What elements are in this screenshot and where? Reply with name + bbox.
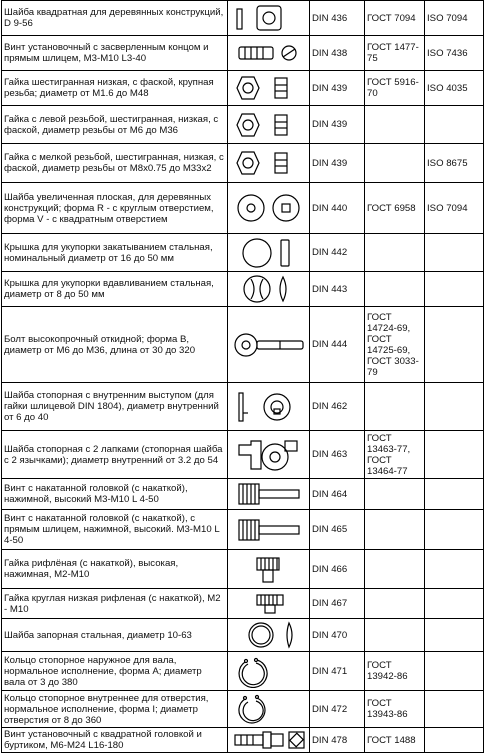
- gost-cell: [365, 144, 425, 183]
- din-cell: DIN 464: [310, 479, 365, 510]
- din-cell: DIN 438: [310, 36, 365, 71]
- iso-cell: [425, 272, 484, 307]
- table-row: [2, 272, 484, 307]
- gost-cell: ГОСТ 6958: [365, 183, 425, 234]
- iso-cell: [425, 234, 484, 272]
- table-row: [2, 307, 484, 383]
- internal-retaining-ring-icon: [228, 691, 310, 728]
- description-cell: Винт установочный с засверленным концом и прямым шлицем, М3-М10 L3-40: [2, 36, 228, 71]
- hex-nut-fine-thread-icon: [228, 144, 310, 183]
- knurled-thumb-screw-icon: [228, 479, 310, 510]
- gost-cell: [365, 479, 425, 510]
- iso-cell: [425, 479, 484, 510]
- description-cell: Гайка рифлёная (с накаткой), высокая, нажимная, М2-М10: [2, 550, 228, 589]
- table-row: [2, 691, 484, 728]
- description-cell: Крышка для укупорки вдавливанием стальная, диаметр от 8 до 50 мм: [2, 272, 228, 307]
- gost-cell: [365, 619, 425, 652]
- external-retaining-ring-icon: [228, 652, 310, 691]
- iso-cell: [425, 550, 484, 589]
- iso-cell: ISO 7094: [425, 1, 484, 36]
- gost-cell: ГОСТ 13463-77, ГОСТ 13464-77: [365, 431, 425, 479]
- gost-cell: [365, 383, 425, 431]
- gost-cell: ГОСТ 1488: [365, 728, 425, 753]
- knurled-high-nut-icon: [228, 550, 310, 589]
- table-row: [2, 652, 484, 691]
- table-row: [2, 431, 484, 479]
- eye-bolt-icon: [228, 307, 310, 383]
- iso-cell: ISO 4035: [425, 71, 484, 106]
- description-cell: Винт с накатанной головкой (с накаткой), нажимной, высокий М3-М10 L 4-50: [2, 479, 228, 510]
- iso-cell: [425, 619, 484, 652]
- description-cell: Гайка круглая низкая рифленая (с накаткой), М2 - М10: [2, 589, 228, 619]
- table-row: [2, 1, 484, 36]
- locking-washer-icon: [228, 619, 310, 652]
- table-row: [2, 479, 484, 510]
- description-cell: Шайба квадратная для деревянных конструкций, D 9-56: [2, 1, 228, 36]
- description-cell: Винт установочный с квадратной головкой и буртиком, М6-М24 L16-180: [2, 728, 228, 753]
- description-cell: Кольцо стопорное внутреннее для отверстия, нормальное исполнение, форма І; диаметр отверстия от 8 до 360: [2, 691, 228, 728]
- din-cell: DIN 436: [310, 1, 365, 36]
- din-cell: DIN 439: [310, 71, 365, 106]
- iso-cell: [425, 106, 484, 144]
- roll-on-cap-icon: [228, 234, 310, 272]
- iso-cell: [425, 728, 484, 753]
- din-cell: DIN 443: [310, 272, 365, 307]
- din-cell: DIN 466: [310, 550, 365, 589]
- iso-cell: ISO 8675: [425, 144, 484, 183]
- description-cell: Болт высокопрочный откидной; форма В, диаметр от М6 до М36, длина от 30 до 320: [2, 307, 228, 383]
- din-cell: DIN 442: [310, 234, 365, 272]
- gost-cell: ГОСТ 13943-86: [365, 691, 425, 728]
- hex-thin-nut-icon: [228, 71, 310, 106]
- gost-cell: [365, 272, 425, 307]
- table-row: [2, 234, 484, 272]
- table-row: [2, 36, 484, 71]
- din-cell: DIN 439: [310, 144, 365, 183]
- description-cell: Винт с накатанной головкой (с накаткой), с прямым шлицем, нажимной, высокий. М3-М10 L 4-50: [2, 510, 228, 550]
- din-cell: DIN 465: [310, 510, 365, 550]
- double-tab-washer-icon: [228, 431, 310, 479]
- table-row: [2, 550, 484, 589]
- din-cell: DIN 440: [310, 183, 365, 234]
- set-screw-drilled-end-icon: [228, 36, 310, 71]
- din-cell: DIN 444: [310, 307, 365, 383]
- standards-table: [1, 0, 484, 753]
- description-cell: Крышка для укупорки закатыванием стальная, номинальный диаметр от 16 до 50 мм: [2, 234, 228, 272]
- knurled-thin-nut-icon: [228, 589, 310, 619]
- description-cell: Гайка шестигранная низкая, с фаской, крупная резьба; диаметр от М1.6 до М48: [2, 71, 228, 106]
- gost-cell: ГОСТ 1477-75: [365, 36, 425, 71]
- din-cell: DIN 439: [310, 106, 365, 144]
- table-row: [2, 106, 484, 144]
- square-washer-icon: [228, 1, 310, 36]
- table-row: [2, 383, 484, 431]
- large-flat-washer-icon: [228, 183, 310, 234]
- gost-cell: [365, 550, 425, 589]
- iso-cell: [425, 589, 484, 619]
- din-cell: DIN 470: [310, 619, 365, 652]
- table-row: [2, 728, 484, 753]
- iso-cell: [425, 431, 484, 479]
- din-cell: DIN 478: [310, 728, 365, 753]
- din-cell: DIN 471: [310, 652, 365, 691]
- table-row: [2, 510, 484, 550]
- table-row: [2, 183, 484, 234]
- iso-cell: ISO 7436: [425, 36, 484, 71]
- din-cell: DIN 463: [310, 431, 365, 479]
- gost-cell: [365, 589, 425, 619]
- press-in-cap-icon: [228, 272, 310, 307]
- description-cell: Шайба запорная стальная, диаметр 10-63: [2, 619, 228, 652]
- gost-cell: ГОСТ 14724-69, ГОСТ 14725-69, ГОСТ 3033-79: [365, 307, 425, 383]
- iso-cell: [425, 307, 484, 383]
- gost-cell: [365, 510, 425, 550]
- gost-cell: ГОСТ 7094: [365, 1, 425, 36]
- knurled-slotted-screw-icon: [228, 510, 310, 550]
- table-row: [2, 71, 484, 106]
- table-row: [2, 619, 484, 652]
- din-cell: DIN 467: [310, 589, 365, 619]
- iso-cell: [425, 652, 484, 691]
- description-cell: Шайба стопорная с 2 лапками (стопорная шайба с 2 язычками); диаметр внутренний от 3.2 до 54: [2, 431, 228, 479]
- description-cell: Кольцо стопорное наружное для вала, нормальное исполнение, форма А; диаметр вала от 3 до 380: [2, 652, 228, 691]
- tab-lock-washer-icon: [228, 383, 310, 431]
- iso-cell: ISO 7094: [425, 183, 484, 234]
- description-cell: Шайба стопорная с внутренним выступом (для гайки шлицевой DIN 1804), диаметр внутренний от 6 до 40: [2, 383, 228, 431]
- gost-cell: [365, 234, 425, 272]
- gost-cell: ГОСТ 13942-86: [365, 652, 425, 691]
- iso-cell: [425, 383, 484, 431]
- description-cell: Гайка с левой резьбой, шестигранная, низкая, с фаской, диаметр резьбы от М6 до М36: [2, 106, 228, 144]
- din-cell: DIN 472: [310, 691, 365, 728]
- iso-cell: [425, 691, 484, 728]
- description-cell: Гайка с мелкой резьбой, шестигранная, низкая, с фаской, диаметр резьбы от М8х0.75 до М33х2: [2, 144, 228, 183]
- gost-cell: ГОСТ 5916-70: [365, 71, 425, 106]
- hex-nut-left-thread-icon: [228, 106, 310, 144]
- table-row: [2, 589, 484, 619]
- iso-cell: [425, 510, 484, 550]
- description-cell: Шайба увеличенная плоская, для деревянных конструкций; форма R - с круглым отверстием, форма V - с квадратным отверстием: [2, 183, 228, 234]
- square-head-collar-screw-icon: [228, 728, 310, 753]
- din-cell: DIN 462: [310, 383, 365, 431]
- table-row: [2, 144, 484, 183]
- gost-cell: [365, 106, 425, 144]
